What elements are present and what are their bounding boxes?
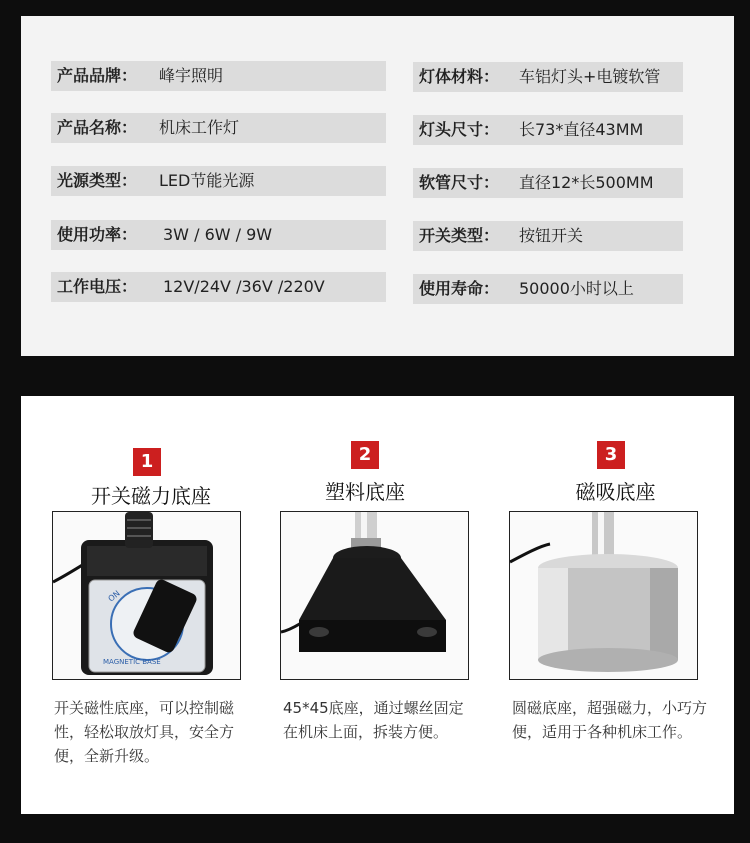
spec-row-head-size [413, 115, 683, 145]
spec-key: 软管尺寸： [419, 173, 500, 192]
base-description: 开关磁性底座，可以控制磁性，轻松取放灯具，安全方便，全新升级。 [54, 699, 235, 765]
spec-key: 工作电压： [57, 277, 138, 296]
base-title: 塑料底座 [325, 480, 405, 504]
spec-row-switch [413, 221, 683, 251]
spec-value: 50000小时以上 [519, 279, 634, 298]
spec-key: 使用寿命： [419, 279, 500, 298]
base-number-badge: 3 [597, 441, 625, 469]
base-title: 磁吸底座 [575, 480, 656, 504]
spec-key: 灯头尺寸： [419, 120, 500, 139]
spec-value: 按钮开关 [519, 226, 584, 245]
spec-value: 机床工作灯 [159, 118, 240, 137]
magnetic-switch-base-photo [52, 511, 241, 680]
bases-panel [21, 396, 734, 814]
plate-magnetic-base-label: MAGNETIC BASE [103, 658, 161, 666]
spec-key: 产品名称： [57, 118, 138, 137]
spec-row-brand [51, 61, 386, 91]
spec-value: 峰宇照明 [159, 66, 224, 85]
base-number-badge: 1 [133, 448, 161, 476]
spec-key: 产品品牌： [57, 66, 138, 85]
spec-row-body-material [413, 62, 683, 92]
spec-key: 光源类型： [57, 171, 138, 190]
spec-row-light-source [51, 166, 386, 196]
spec-key: 使用功率： [57, 225, 138, 244]
base-description: 45*45底座，通过螺丝固定在机床上面，拆装方便。 [283, 699, 464, 741]
plastic-base-photo [280, 511, 469, 680]
plate-on-label: ON [106, 588, 122, 604]
spec-value: 12V/24V /36V /220V [163, 277, 325, 296]
spec-key: 开关类型： [419, 226, 500, 245]
spec-value: 3W / 6W / 9W [163, 225, 273, 244]
base-title: 开关磁力底座 [91, 484, 211, 508]
base-description: 圆磁底座，超强磁力，小巧方便，适用于各种机床工作。 [512, 699, 708, 741]
spec-value: LED节能光源 [159, 171, 255, 190]
spec-key: 灯体材料： [419, 67, 500, 86]
magnetic-suction-base-photo [509, 511, 698, 680]
spec-row-hose-size [413, 168, 683, 198]
spec-value: 车铝灯头+电镀软管 [519, 67, 661, 86]
spec-panel [21, 16, 734, 356]
spec-row-name [51, 113, 386, 143]
spec-row-lifespan [413, 274, 683, 304]
spec-row-power [51, 220, 386, 250]
spec-row-voltage [51, 272, 386, 302]
spec-value: 直径12*长500MM [519, 173, 654, 192]
spec-value: 长73*直径43MM [519, 120, 644, 139]
base-number-badge: 2 [351, 441, 379, 469]
